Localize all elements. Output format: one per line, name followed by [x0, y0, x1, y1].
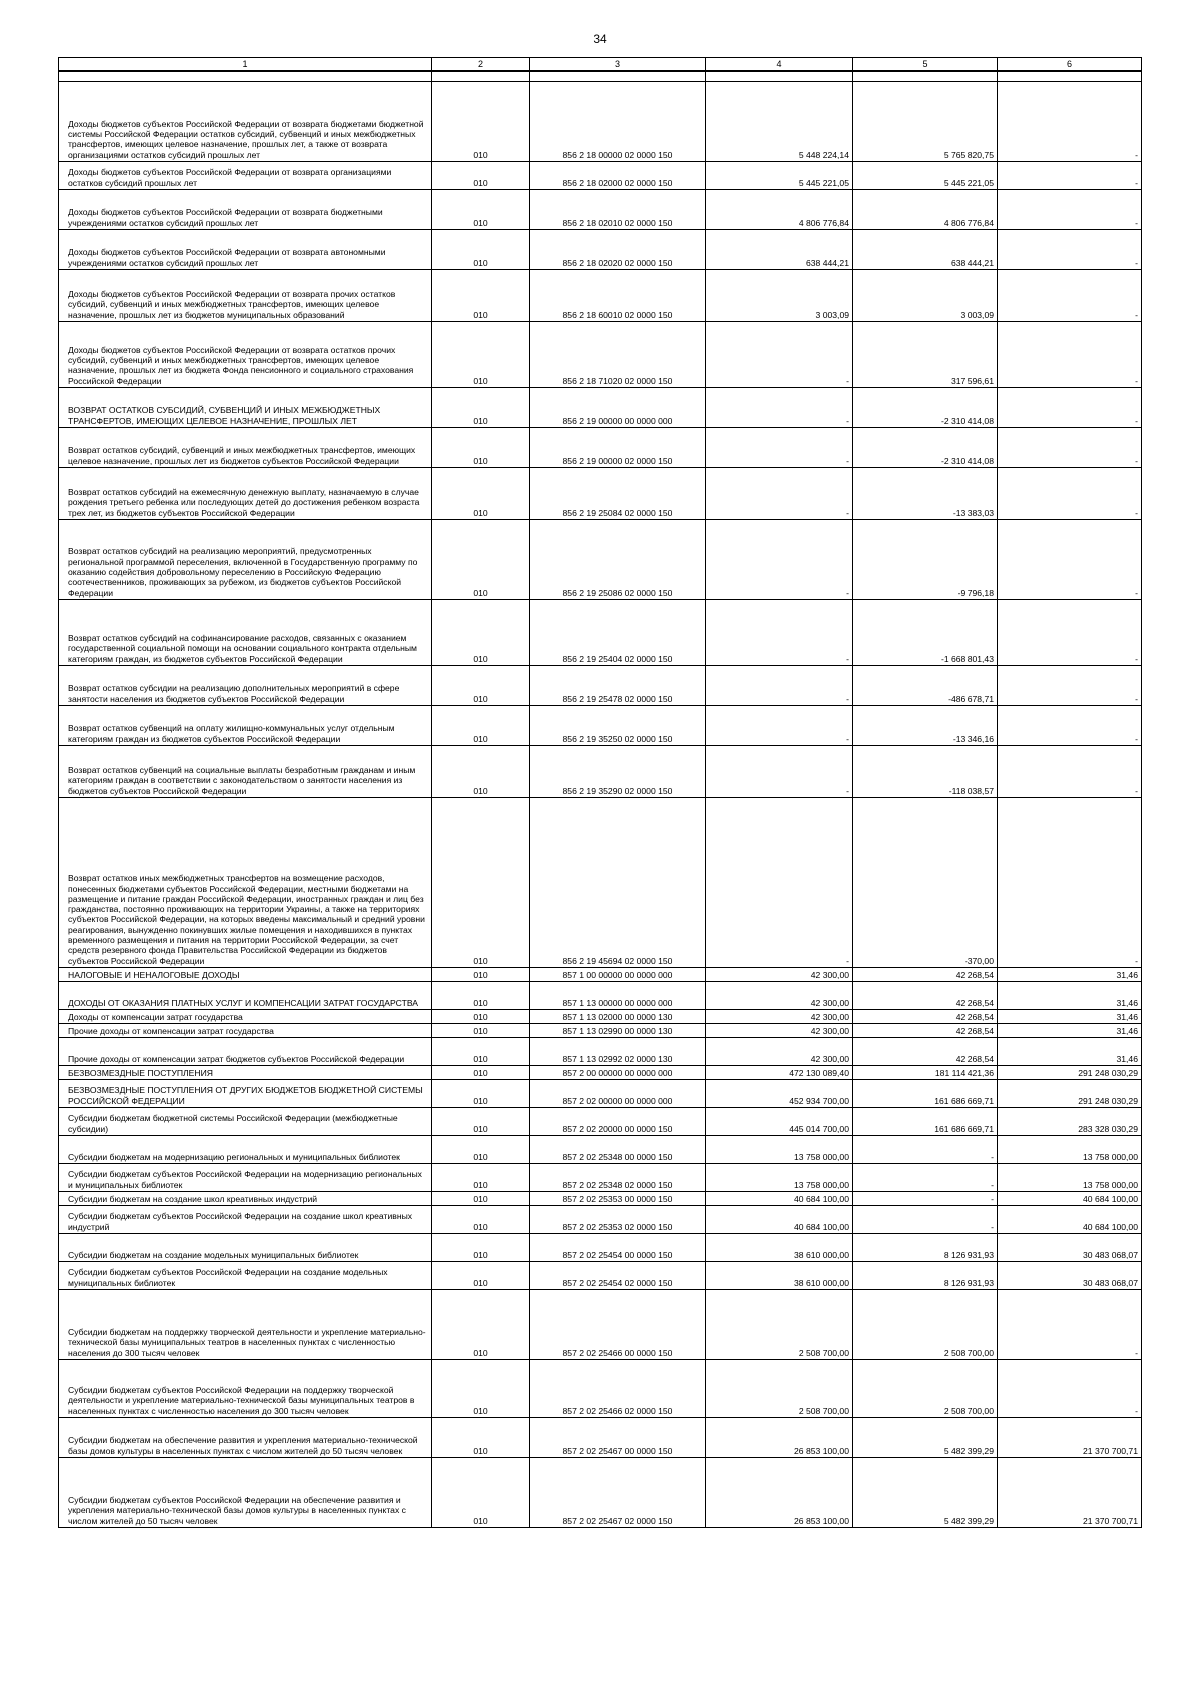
- row-name-cell: [59, 1010, 432, 1024]
- table-row: [59, 1010, 1142, 1024]
- unexecuted-amount-cell: -: [998, 322, 1142, 388]
- executed-amount-cell: -486 678,71: [853, 666, 998, 706]
- approved-amount-cell: 13 758 000,00: [706, 1164, 853, 1192]
- budget-code-cell: 857 2 02 25454 00 0000 150: [530, 1234, 706, 1262]
- executed-amount-cell: 8 126 931,93: [853, 1262, 998, 1290]
- budget-code-cell: 856 2 19 35290 02 0000 150: [530, 746, 706, 798]
- executed-amount-cell: 3 003,09: [853, 270, 998, 322]
- row-name-cell: [59, 746, 432, 798]
- row-name-cell: [59, 1360, 432, 1418]
- row-name-cell: [59, 706, 432, 746]
- approved-amount-cell: 42 300,00: [706, 1038, 853, 1066]
- line-code-cell: 010: [432, 428, 530, 468]
- row-name-cell: [59, 1290, 432, 1360]
- row-name-cell: [59, 1136, 432, 1164]
- row-name-cell: [59, 1024, 432, 1038]
- row-name-cell: [59, 1192, 432, 1206]
- budget-code-cell: 856 2 18 02020 02 0000 150: [530, 230, 706, 270]
- approved-amount-cell: 38 610 000,00: [706, 1262, 853, 1290]
- budget-code-cell: 856 2 19 25404 02 0000 150: [530, 600, 706, 666]
- approved-amount-cell: 4 806 776,84: [706, 190, 853, 230]
- row-name-cell: [59, 1108, 432, 1136]
- unexecuted-amount-cell: 13 758 000,00: [998, 1164, 1142, 1192]
- approved-amount-cell: 26 853 100,00: [706, 1458, 853, 1528]
- unexecuted-amount-cell: 283 328 030,29: [998, 1108, 1142, 1136]
- unexecuted-amount-cell: 291 248 030,29: [998, 1080, 1142, 1108]
- row-name-text: Доходы бюджетов субъектов Российской Федерации от возврата бюджетами бюджетной системы Российской Федерации остатков субсидий, субвенций и иных межбюджетных трансфертов, имеющих целевое назначение, прошлых лет, а также от возврата организациями остатков субсидий прошлых лет: [68, 118, 424, 160]
- table-row: [59, 1066, 1142, 1080]
- row-name-cell: [59, 520, 432, 600]
- unexecuted-amount-cell: 31,46: [998, 1038, 1142, 1066]
- line-code-cell: 010: [432, 666, 530, 706]
- approved-amount-cell: -: [706, 706, 853, 746]
- budget-code-cell: 856 2 18 02000 02 0000 150: [530, 162, 706, 190]
- unexecuted-amount-cell: 30 483 068,07: [998, 1262, 1142, 1290]
- executed-amount-cell: 161 686 669,71: [853, 1080, 998, 1108]
- row-name-text: Субсидии бюджетам субъектов Российской Федерации на обеспечение развития и укрепления материально-технической базы домов культуры в населенных пунктах с числом жителей до 50 тысяч человек: [68, 1495, 406, 1526]
- table-row: [59, 230, 1142, 270]
- table-row: [59, 666, 1142, 706]
- row-name-text: Возврат остатков субсидий на софинансирование расходов, связанных с оказанием государственной социальной помощи на основании социального контракта отдельным категориям граждан, из бюджетов субъектов Российской Федерации: [68, 633, 417, 664]
- report-table: [58, 57, 1142, 1528]
- line-code-cell: 010: [432, 1418, 530, 1458]
- executed-amount-cell: -2 310 414,08: [853, 428, 998, 468]
- approved-amount-cell: 2 508 700,00: [706, 1290, 853, 1360]
- row-name-text: Доходы бюджетов субъектов Российской Федерации от возврата прочих остатков субсидий, субвенций и иных межбюджетных трансфертов, имеющих целевое назначение, прошлых лет из бюджетов муниципальных образований: [68, 289, 396, 320]
- budget-code-cell: 856 2 19 00000 00 0000 000: [530, 388, 706, 428]
- row-name-cell: [59, 1458, 432, 1528]
- row-name-text: Субсидии бюджетам субъектов Российской Федерации на создание модельных муниципальных библиотек: [68, 1267, 388, 1288]
- line-code-cell: 010: [432, 1290, 530, 1360]
- budget-code-cell: 857 2 02 00000 00 0000 000: [530, 1080, 706, 1108]
- budget-code-cell: 857 2 02 25348 02 0000 150: [530, 1164, 706, 1192]
- unexecuted-amount-cell: -: [998, 388, 1142, 428]
- row-name-cell: [59, 982, 432, 1010]
- table-row: [59, 162, 1142, 190]
- row-name-cell: [59, 1038, 432, 1066]
- header-separator-row: [59, 71, 1142, 82]
- row-name-text: Возврат остатков субсидий, субвенций и иных межбюджетных трансфертов, имеющих целевое назначение, прошлых лет из бюджетов субъектов Российской Федерации: [68, 445, 416, 466]
- budget-code-cell: 857 2 02 25467 00 0000 150: [530, 1418, 706, 1458]
- line-code-cell: 010: [432, 520, 530, 600]
- row-name-cell: [59, 468, 432, 520]
- row-name-text: НАЛОГОВЫЕ И НЕНАЛОГОВЫЕ ДОХОДЫ: [68, 969, 240, 980]
- approved-amount-cell: -: [706, 428, 853, 468]
- row-name-text: Субсидии бюджетам на поддержку творческой деятельности и укрепление материально-технической базы муниципальных театров в населенных пунктах с численностью населения до 300 тысяч человек: [68, 1327, 426, 1358]
- line-code-cell: 010: [432, 190, 530, 230]
- line-code-cell: 010: [432, 1038, 530, 1066]
- approved-amount-cell: 2 508 700,00: [706, 1360, 853, 1418]
- column-header: 4: [706, 58, 853, 72]
- row-name-text: Доходы бюджетов субъектов Российской Федерации от возврата бюджетными учреждениями остатков субсидий прошлых лет: [68, 207, 383, 228]
- budget-code-cell: 856 2 19 45694 02 0000 150: [530, 798, 706, 968]
- approved-amount-cell: 5 448 224,14: [706, 82, 853, 162]
- unexecuted-amount-cell: 30 483 068,07: [998, 1234, 1142, 1262]
- row-name-text: Прочие доходы от компенсации затрат государства: [68, 1025, 274, 1036]
- approved-amount-cell: -: [706, 520, 853, 600]
- row-name-text: Субсидии бюджетам на создание модельных муниципальных библиотек: [68, 1249, 359, 1260]
- table-row: [59, 190, 1142, 230]
- column-header: 1: [59, 58, 432, 72]
- unexecuted-amount-cell: 31,46: [998, 1024, 1142, 1038]
- row-name-cell: [59, 388, 432, 428]
- approved-amount-cell: 445 014 700,00: [706, 1108, 853, 1136]
- budget-code-cell: 856 2 18 71020 02 0000 150: [530, 322, 706, 388]
- executed-amount-cell: 42 268,54: [853, 1024, 998, 1038]
- executed-amount-cell: -9 796,18: [853, 520, 998, 600]
- approved-amount-cell: 3 003,09: [706, 270, 853, 322]
- executed-amount-cell: 5 482 399,29: [853, 1458, 998, 1528]
- executed-amount-cell: -2 310 414,08: [853, 388, 998, 428]
- table-row: [59, 706, 1142, 746]
- line-code-cell: 010: [432, 1234, 530, 1262]
- budget-code-cell: 857 1 00 00000 00 0000 000: [530, 968, 706, 982]
- line-code-cell: 010: [432, 82, 530, 162]
- row-name-text: Возврат остатков субсидий на реализацию мероприятий, предусмотренных региональной программой переселения, включенной в Государственную программу по оказанию содействия добровольному переселению в Российскую Федерацию соотечественников, проживающих за рубежом, из бюджетов субъектов Российской Федерации: [68, 546, 418, 598]
- line-code-cell: 010: [432, 1108, 530, 1136]
- approved-amount-cell: 40 684 100,00: [706, 1192, 853, 1206]
- line-code-cell: 010: [432, 1136, 530, 1164]
- line-code-cell: 010: [432, 1206, 530, 1234]
- line-code-cell: 010: [432, 1066, 530, 1080]
- executed-amount-cell: 8 126 931,93: [853, 1234, 998, 1262]
- budget-code-cell: 857 2 02 25467 02 0000 150: [530, 1458, 706, 1528]
- executed-amount-cell: 161 686 669,71: [853, 1108, 998, 1136]
- row-name-cell: [59, 1418, 432, 1458]
- executed-amount-cell: -: [853, 1164, 998, 1192]
- approved-amount-cell: -: [706, 322, 853, 388]
- budget-code-cell: 856 2 18 02010 02 0000 150: [530, 190, 706, 230]
- row-name-text: ДОХОДЫ ОТ ОКАЗАНИЯ ПЛАТНЫХ УСЛУГ И КОМПЕНСАЦИИ ЗАТРАТ ГОСУДАРСТВА: [68, 997, 419, 1008]
- row-name-cell: [59, 666, 432, 706]
- budget-code-cell: 857 2 02 20000 00 0000 150: [530, 1108, 706, 1136]
- budget-code-cell: 857 1 13 02000 00 0000 130: [530, 1010, 706, 1024]
- budget-code-cell: 857 2 02 25353 00 0000 150: [530, 1192, 706, 1206]
- executed-amount-cell: 638 444,21: [853, 230, 998, 270]
- row-name-text: Возврат остатков субсидий на ежемесячную денежную выплату, назначаемую в случае рождения третьего ребенка или последующих детей до достижения ребенком возраста трех лет, из бюджетов субъектов Российской Федерации: [68, 487, 420, 518]
- executed-amount-cell: -1 668 801,43: [853, 600, 998, 666]
- unexecuted-amount-cell: -: [998, 1360, 1142, 1418]
- executed-amount-cell: -118 038,57: [853, 746, 998, 798]
- line-code-cell: 010: [432, 322, 530, 388]
- unexecuted-amount-cell: 291 248 030,29: [998, 1066, 1142, 1080]
- approved-amount-cell: -: [706, 468, 853, 520]
- table-row: [59, 82, 1142, 162]
- approved-amount-cell: 26 853 100,00: [706, 1418, 853, 1458]
- budget-code-cell: 857 1 13 00000 00 0000 000: [530, 982, 706, 1010]
- row-name-text: Субсидии бюджетам на обеспечение развития и укрепления материально-технической базы домов культуры в населенных пунктах с числом жителей до 50 тысяч человек: [68, 1435, 418, 1456]
- row-name-cell: [59, 968, 432, 982]
- approved-amount-cell: 38 610 000,00: [706, 1234, 853, 1262]
- approved-amount-cell: -: [706, 388, 853, 428]
- row-name-cell: [59, 1164, 432, 1192]
- unexecuted-amount-cell: -: [998, 190, 1142, 230]
- executed-amount-cell: 2 508 700,00: [853, 1290, 998, 1360]
- budget-code-cell: 856 2 19 25478 02 0000 150: [530, 666, 706, 706]
- line-code-cell: 010: [432, 706, 530, 746]
- row-name-cell: [59, 1206, 432, 1234]
- budget-code-cell: 856 2 18 00000 02 0000 150: [530, 82, 706, 162]
- row-name-cell: [59, 600, 432, 666]
- budget-code-cell: 857 2 02 25454 02 0000 150: [530, 1262, 706, 1290]
- approved-amount-cell: 40 684 100,00: [706, 1206, 853, 1234]
- budget-code-cell: 857 2 02 25348 00 0000 150: [530, 1136, 706, 1164]
- table-row: [59, 1290, 1142, 1360]
- table-row: [59, 746, 1142, 798]
- row-name-cell: [59, 82, 432, 162]
- approved-amount-cell: 42 300,00: [706, 1010, 853, 1024]
- executed-amount-cell: -: [853, 1206, 998, 1234]
- table-row: [59, 1262, 1142, 1290]
- table-row: [59, 1360, 1142, 1418]
- row-name-cell: [59, 190, 432, 230]
- unexecuted-amount-cell: -: [998, 520, 1142, 600]
- unexecuted-amount-cell: -: [998, 428, 1142, 468]
- row-name-text: ВОЗВРАТ ОСТАТКОВ СУБСИДИЙ, СУБВЕНЦИЙ И ИНЫХ МЕЖБЮДЖЕТНЫХ ТРАНСФЕРТОВ, ИМЕЮЩИХ ЦЕЛЕВОЕ НАЗНАЧЕНИЕ, ПРОШЛЫХ ЛЕТ: [68, 405, 381, 426]
- executed-amount-cell: 42 268,54: [853, 1010, 998, 1024]
- row-name-text: Возврат остатков иных межбюджетных трансфертов на возмещение расходов, понесенных бюджетами субъектов Российской Федерации, местными бюджетами на размещение и питание граждан Российской Федерации, иностранных граждан и лиц без гражданства, постоянно проживающих на территории Украины, а также на территориях субъектов Российской Федерации, на которых введены максимальный и средний уровни реагирования, вынужденно покинувших жилые помещения и находившихся в пунктах временного размещения и питания на территории Российской Федерации, за счет средств резервного фонда Правительства Российской Федерации из бюджетов субъектов Российской Федерации: [68, 873, 425, 966]
- row-name-text: Возврат остатков субвенций на социальные выплаты безработным гражданам и иным категориям граждан в соответствии с законодательством о занятости населения из бюджетов субъектов Российской Федерации: [68, 765, 416, 796]
- table-row: [59, 1038, 1142, 1066]
- line-code-cell: 010: [432, 388, 530, 428]
- executed-amount-cell: 42 268,54: [853, 1038, 998, 1066]
- approved-amount-cell: 472 130 089,40: [706, 1066, 853, 1080]
- row-name-text: Субсидии бюджетам на модернизацию региональных и муниципальных библиотек: [68, 1151, 400, 1162]
- table-row: [59, 322, 1142, 388]
- line-code-cell: 010: [432, 746, 530, 798]
- unexecuted-amount-cell: -: [998, 82, 1142, 162]
- row-name-cell: [59, 162, 432, 190]
- row-name-cell: [59, 322, 432, 388]
- budget-code-cell: 857 2 02 25353 02 0000 150: [530, 1206, 706, 1234]
- executed-amount-cell: 2 508 700,00: [853, 1360, 998, 1418]
- table-row: [59, 1458, 1142, 1528]
- unexecuted-amount-cell: -: [998, 468, 1142, 520]
- budget-code-cell: 856 2 18 60010 02 0000 150: [530, 270, 706, 322]
- budget-code-cell: 856 2 19 25084 02 0000 150: [530, 468, 706, 520]
- table-row: [59, 1080, 1142, 1108]
- row-name-text: Доходы от компенсации затрат государства: [68, 1011, 243, 1022]
- executed-amount-cell: 5 482 399,29: [853, 1418, 998, 1458]
- unexecuted-amount-cell: 13 758 000,00: [998, 1136, 1142, 1164]
- executed-amount-cell: -370,00: [853, 798, 998, 968]
- table-row: [59, 1192, 1142, 1206]
- budget-code-cell: 856 2 19 25086 02 0000 150: [530, 520, 706, 600]
- table-row: [59, 1136, 1142, 1164]
- unexecuted-amount-cell: -: [998, 600, 1142, 666]
- table-row: [59, 1024, 1142, 1038]
- line-code-cell: 010: [432, 270, 530, 322]
- row-name-text: Доходы бюджетов субъектов Российской Федерации от возврата остатков прочих субсидий, субвенций и иных межбюджетных трансфертов, имеющих целевое назначение, прошлых лет из бюджета Фонда пенсионного и социального страхования Российской Федерации: [68, 344, 414, 386]
- table-row: [59, 982, 1142, 1010]
- line-code-cell: 010: [432, 968, 530, 982]
- table-row: [59, 798, 1142, 968]
- row-name-text: Субсидии бюджетам субъектов Российской Федерации на поддержку творческой деятельности и укрепление материально-технической базы муниципальных театров в населенных пунктах с численностью населения до 300 тысяч человек: [68, 1385, 415, 1416]
- line-code-cell: 010: [432, 1262, 530, 1290]
- row-name-cell: [59, 1234, 432, 1262]
- approved-amount-cell: 5 445 221,05: [706, 162, 853, 190]
- budget-code-cell: 856 2 19 00000 02 0000 150: [530, 428, 706, 468]
- table-row: [59, 428, 1142, 468]
- row-name-text: Доходы бюджетов субъектов Российской Федерации от возврата организациями остатков субсидий прошлых лет: [68, 167, 392, 188]
- line-code-cell: 010: [432, 468, 530, 520]
- approved-amount-cell: -: [706, 798, 853, 968]
- table-row: [59, 468, 1142, 520]
- executed-amount-cell: 5 765 820,75: [853, 82, 998, 162]
- line-code-cell: 010: [432, 1080, 530, 1108]
- row-name-text: БЕЗВОЗМЕЗДНЫЕ ПОСТУПЛЕНИЯ ОТ ДРУГИХ БЮДЖЕТОВ БЮДЖЕТНОЙ СИСТЕМЫ РОССИЙСКОЙ ФЕДЕРАЦИИ: [68, 1085, 423, 1106]
- budget-code-cell: 857 2 00 00000 00 0000 000: [530, 1066, 706, 1080]
- executed-amount-cell: -: [853, 1136, 998, 1164]
- budget-code-cell: 857 2 02 25466 02 0000 150: [530, 1360, 706, 1418]
- table-row: [59, 600, 1142, 666]
- table-row: [59, 968, 1142, 982]
- unexecuted-amount-cell: 40 684 100,00: [998, 1206, 1142, 1234]
- row-name-cell: [59, 1066, 432, 1080]
- unexecuted-amount-cell: -: [998, 706, 1142, 746]
- table-row: [59, 1206, 1142, 1234]
- line-code-cell: 010: [432, 982, 530, 1010]
- table-row: [59, 1234, 1142, 1262]
- column-header: 2: [432, 58, 530, 72]
- row-name-cell: [59, 1262, 432, 1290]
- approved-amount-cell: -: [706, 600, 853, 666]
- row-name-text: Субсидии бюджетам бюджетной системы Российской Федерации (межбюджетные субсидии): [68, 1113, 398, 1134]
- unexecuted-amount-cell: 31,46: [998, 968, 1142, 982]
- line-code-cell: 010: [432, 162, 530, 190]
- approved-amount-cell: -: [706, 746, 853, 798]
- line-code-cell: 010: [432, 1458, 530, 1528]
- unexecuted-amount-cell: -: [998, 1290, 1142, 1360]
- executed-amount-cell: -: [853, 1192, 998, 1206]
- row-name-text: Субсидии бюджетам субъектов Российской Федерации на модернизацию региональных и муниципальных библиотек: [68, 1169, 422, 1190]
- unexecuted-amount-cell: -: [998, 666, 1142, 706]
- executed-amount-cell: 5 445 221,05: [853, 162, 998, 190]
- row-name-cell: [59, 270, 432, 322]
- unexecuted-amount-cell: -: [998, 230, 1142, 270]
- page-number: 34: [593, 32, 607, 46]
- approved-amount-cell: 42 300,00: [706, 1024, 853, 1038]
- row-name-text: Прочие доходы от компенсации затрат бюджетов субъектов Российской Федерации: [68, 1053, 405, 1064]
- table-row: [59, 1164, 1142, 1192]
- table-row: [59, 270, 1142, 322]
- table-row: [59, 1108, 1142, 1136]
- table-row: [59, 388, 1142, 428]
- table-row: [59, 520, 1142, 600]
- unexecuted-amount-cell: 21 370 700,71: [998, 1418, 1142, 1458]
- budget-code-cell: 857 2 02 25466 00 0000 150: [530, 1290, 706, 1360]
- column-header: 5: [853, 58, 998, 72]
- executed-amount-cell: 42 268,54: [853, 982, 998, 1010]
- row-name-text: Возврат остатков субвенций на оплату жилищно-коммунальных услуг отдельным категориям граждан из бюджетов субъектов Российской Федерации: [68, 723, 395, 744]
- unexecuted-amount-cell: -: [998, 270, 1142, 322]
- row-name-cell: [59, 230, 432, 270]
- unexecuted-amount-cell: 31,46: [998, 982, 1142, 1010]
- budget-code-cell: 857 1 13 02990 00 0000 130: [530, 1024, 706, 1038]
- unexecuted-amount-cell: -: [998, 746, 1142, 798]
- column-header-row: [59, 58, 1142, 72]
- row-name-text: БЕЗВОЗМЕЗДНЫЕ ПОСТУПЛЕНИЯ: [68, 1067, 213, 1078]
- row-name-cell: [59, 798, 432, 968]
- executed-amount-cell: -13 346,16: [853, 706, 998, 746]
- line-code-cell: 010: [432, 798, 530, 968]
- unexecuted-amount-cell: -: [998, 798, 1142, 968]
- row-name-text: Доходы бюджетов субъектов Российской Федерации от возврата автономными учреждениями остатков субсидий прошлых лет: [68, 247, 386, 268]
- executed-amount-cell: 317 596,61: [853, 322, 998, 388]
- approved-amount-cell: 452 934 700,00: [706, 1080, 853, 1108]
- budget-code-cell: 857 1 13 02992 02 0000 130: [530, 1038, 706, 1066]
- line-code-cell: 010: [432, 1164, 530, 1192]
- unexecuted-amount-cell: 21 370 700,71: [998, 1458, 1142, 1528]
- unexecuted-amount-cell: -: [998, 162, 1142, 190]
- approved-amount-cell: -: [706, 666, 853, 706]
- row-name-cell: [59, 1080, 432, 1108]
- row-name-text: Субсидии бюджетам субъектов Российской Федерации на создание школ креативных индустрий: [68, 1211, 413, 1232]
- row-name-cell: [59, 428, 432, 468]
- executed-amount-cell: 181 114 421,36: [853, 1066, 998, 1080]
- approved-amount-cell: 638 444,21: [706, 230, 853, 270]
- table-row: [59, 1418, 1142, 1458]
- executed-amount-cell: -13 383,03: [853, 468, 998, 520]
- line-code-cell: 010: [432, 1192, 530, 1206]
- line-code-cell: 010: [432, 600, 530, 666]
- row-name-text: Субсидии бюджетам на создание школ креативных индустрий: [68, 1193, 318, 1204]
- approved-amount-cell: 13 758 000,00: [706, 1136, 853, 1164]
- row-name-text: Возврат остатков субсидии на реализацию дополнительных мероприятий в сфере занятости населения из бюджетов субъектов Российской Федерации: [68, 683, 400, 704]
- line-code-cell: 010: [432, 1360, 530, 1418]
- unexecuted-amount-cell: 31,46: [998, 1010, 1142, 1024]
- column-header: 3: [530, 58, 706, 72]
- approved-amount-cell: 42 300,00: [706, 968, 853, 982]
- line-code-cell: 010: [432, 1010, 530, 1024]
- executed-amount-cell: 42 268,54: [853, 968, 998, 982]
- executed-amount-cell: 4 806 776,84: [853, 190, 998, 230]
- budget-code-cell: 856 2 19 35250 02 0000 150: [530, 706, 706, 746]
- line-code-cell: 010: [432, 1024, 530, 1038]
- approved-amount-cell: 42 300,00: [706, 982, 853, 1010]
- line-code-cell: 010: [432, 230, 530, 270]
- unexecuted-amount-cell: 40 684 100,00: [998, 1192, 1142, 1206]
- column-header: 6: [998, 58, 1142, 72]
